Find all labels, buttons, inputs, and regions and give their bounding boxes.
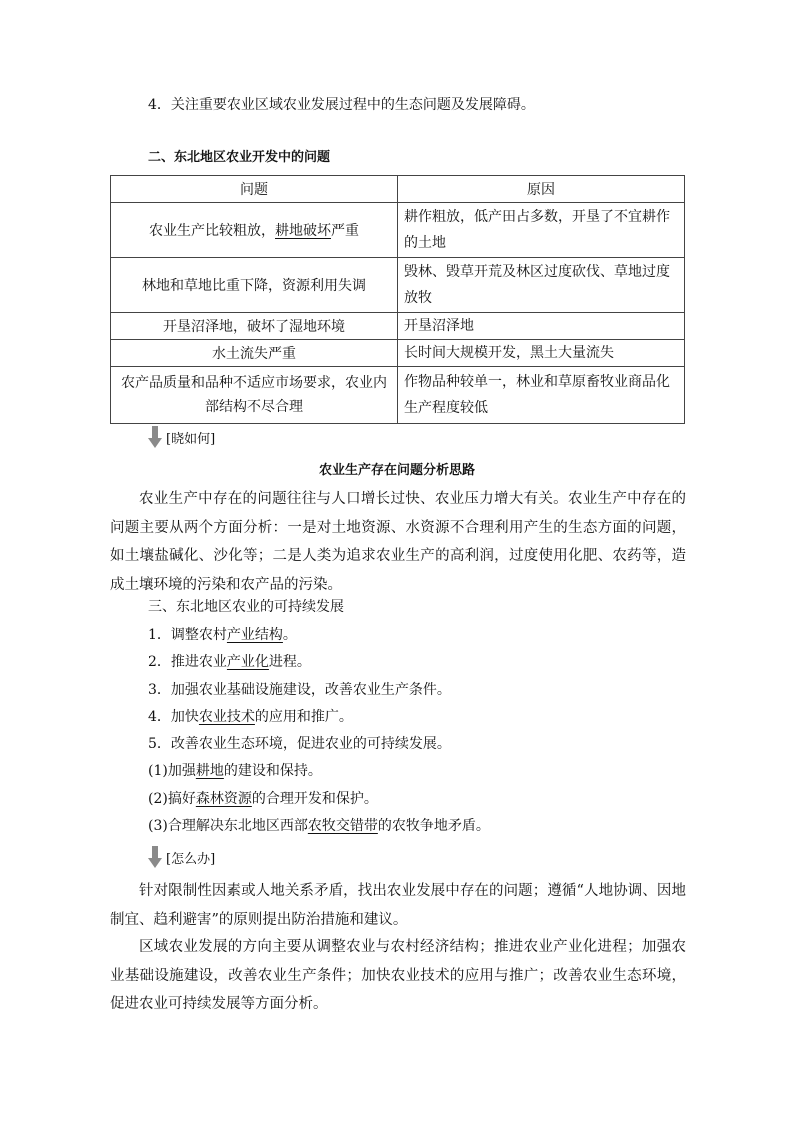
problem-cell: 农业生产比较粗放，耕地破坏严重: [111, 203, 398, 258]
section-2-title: 二、东北地区农业开发中的问题: [148, 150, 331, 165]
list-item-3: 3．加强农业基础设施建设，改善农业生产条件。: [148, 682, 451, 698]
table-row: [111, 340, 685, 367]
section-3-title: 三、东北地区农业的可持续发展: [148, 599, 344, 615]
table-row: [111, 258, 685, 313]
sub-item-3: (3)合理解决东北地区西部农牧交错带的农牧争地矛盾。: [148, 818, 490, 834]
problem-cell: 林地和草地比重下降，资源利用失调: [111, 258, 398, 313]
list-item-5: 5．改善农业生态环境，促进农业的可持续发展。: [148, 736, 451, 752]
reason-cell: 耕作粗放，低产田占多数，开垦了不宜耕作的土地: [398, 203, 685, 258]
underlined-term: 耕地破坏: [275, 223, 331, 239]
sub-item-2: (2)搞好森林资源的合理开发和保护。: [148, 791, 378, 807]
table-header-row: [111, 176, 685, 203]
sub-item-1: (1)加强耕地的建设和保持。: [148, 763, 322, 779]
header-problem: 问题: [111, 176, 398, 203]
marker-what-to-do: [怎么办]: [148, 846, 215, 868]
problems-table: [110, 175, 685, 424]
table-row: [111, 367, 685, 424]
analysis-paragraph: 农业生产中存在的问题往往与人口增长过快、农业压力增大有关。农业生产中存在的问题主要从两个方面分析：一是对土地资源、水资源不合理利用产生的生态方面的问题，如土壤盐碱化、沙化等；二是人类为追求农业生产的高利润，过度使用化肥、农药等，造成土壤环境的污染和农产品的污染。: [110, 491, 686, 593]
intro-item-4: 4．关注重要农业区域农业发展过程中的生态问题及发展障碍。: [148, 97, 535, 113]
direction-paragraph: 区域农业发展的方向主要从调整农业与农村经济结构；推进农业产业化进程；加强农业基础设施建设，改善农业生产条件；加快农业技术的应用与推广；改善农业生态环境，促进农业可持续发展等方面分析。: [110, 939, 686, 1012]
list-item-1: 1．调整农村产业结构。: [148, 627, 297, 643]
down-arrow-icon: [148, 846, 162, 868]
down-arrow-icon: [148, 426, 162, 448]
problem-cell: 农产品质量和品种不适应市场要求，农业内 部结构不尽合理: [111, 367, 398, 424]
reason-cell: 作物品种较单一，林业和草原畜牧业商品化生产程度较低: [398, 367, 685, 424]
reason-cell: 开垦沼泽地: [398, 313, 685, 340]
measures-paragraph: 针对限制性因素或人地关系矛盾，找出农业发展中存在的问题；遵循“人地协调、因地制宜、趋利避害”的原则提出防治措施和建议。: [110, 883, 686, 928]
table-row: [111, 313, 685, 340]
list-item-2: 2．推进农业产业化进程。: [148, 654, 311, 670]
reason-cell: 长时间大规模开发，黑土大量流失: [398, 340, 685, 367]
analysis-title: 农业生产存在问题分析思路: [318, 463, 475, 478]
marker-how: [晓如何]: [148, 426, 215, 448]
problem-cell: 开垦沼泽地，破坏了湿地环境: [111, 313, 398, 340]
reason-cell: 毁林、毁草开荒及林区过度砍伐、草地过度放牧: [398, 258, 685, 313]
header-reason: 原因: [398, 176, 685, 203]
problem-cell: 水土流失严重: [111, 340, 398, 367]
list-item-4: 4．加快农业技术的应用和推广。: [148, 709, 353, 725]
table-row: [111, 203, 685, 258]
